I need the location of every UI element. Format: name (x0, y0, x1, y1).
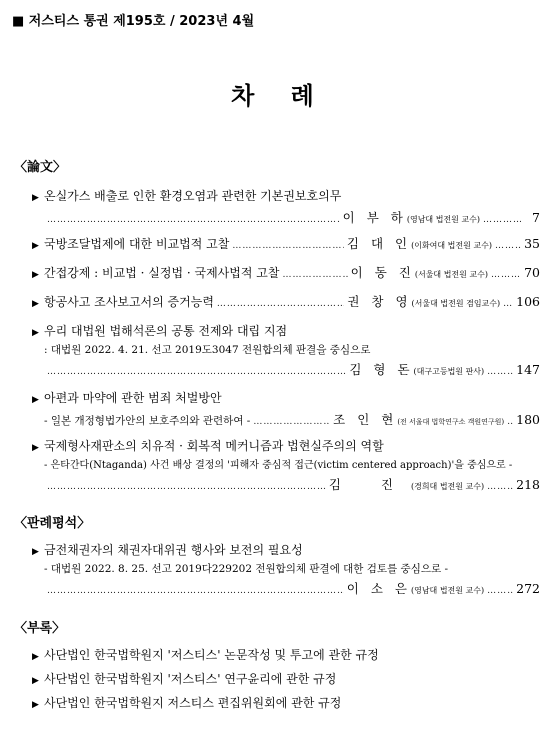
entry-page: 180 (516, 412, 540, 427)
entry-title: 금전채권자의 채권자대위권 행사와 보전의 필요성 (44, 543, 303, 557)
page-title: 차 례 (231, 82, 328, 110)
entry-author: 이 동 진 (350, 265, 415, 280)
entry-author: 권 창 영 (347, 294, 412, 309)
entry-affiliation: (경희대 법전원 교수) (410, 482, 485, 491)
entry-author: 김 진 (328, 477, 411, 492)
entry-author: 이 소 은 (346, 581, 411, 596)
entry-title: 국방조달법제에 대한 비교법적 고찰 (44, 237, 230, 251)
entry-page: 35 (524, 236, 540, 251)
triangle-bullet-icon: ▶ (32, 328, 39, 338)
triangle-bullet-icon: ▶ (32, 241, 39, 251)
toc-entry[interactable] (32, 291, 540, 313)
triangle-bullet-icon: ▶ (32, 270, 39, 280)
toc-entry[interactable] (32, 387, 540, 431)
toc-entry[interactable] (32, 233, 540, 255)
entry-page: 272 (516, 581, 540, 596)
entry-affiliation: (서울대 법전원 겸임교수) (411, 299, 501, 308)
entry-affiliation: (영남대 법전원 교수) (410, 586, 485, 595)
appendix-item[interactable]: ▶ 사단법인 한국법학원지 '저스티스' 연구윤리에 관한 규정 (32, 672, 337, 686)
leader-dots (47, 361, 346, 383)
leader-dots (47, 476, 326, 498)
toc-entry[interactable] (32, 262, 540, 284)
entry-affiliation: (이화여대 법전원 교수) (411, 241, 492, 250)
triangle-bullet-icon: ▶ (32, 700, 39, 710)
entry-affiliation: (서울대 법전원 교수) (414, 270, 488, 279)
toc-entry[interactable] (32, 185, 540, 229)
triangle-bullet-icon: ▶ (32, 193, 39, 203)
entry-page: 218 (516, 477, 540, 492)
triangle-bullet-icon: ▶ (32, 395, 39, 405)
entry-subtitle: - 은타간다(Ntaganda) 사건 배상 결정의 '피해자 중심적 접근(victim centered approach)'을 중심으로 - (44, 460, 513, 471)
entry-author: 김 대 인 (346, 236, 412, 251)
section-label-articles: 〈論文〉 (14, 160, 67, 175)
entry-title: 항공사고 조사보고서의 증거능력 (44, 295, 214, 309)
entry-subtitle: - 대법원 2022. 8. 25. 선고 2019다229202 전원합의체 판결에 대한 검토를 중심으로 - (44, 563, 449, 575)
toc-entry[interactable] (32, 320, 540, 381)
entry-title: 국제형사재판소의 치유적 · 회복적 메커니즘과 법현실주의의 역할 (44, 439, 384, 453)
leader-dots (47, 580, 344, 602)
toc-entry[interactable] (32, 539, 540, 600)
entry-title: 간접강제 : 비교법 · 실정법 · 국제사법적 고찰 (44, 266, 280, 280)
entry-title: 아편과 마약에 관한 범죄 처벌방안 (44, 391, 222, 405)
entry-affiliation: (영남대 법전원 교수) (406, 215, 480, 224)
triangle-bullet-icon: ▶ (32, 676, 39, 686)
triangle-bullet-icon: ▶ (32, 652, 39, 662)
leader-dots (217, 293, 344, 315)
appendix-item[interactable]: ▶ 사단법인 한국법학원지 '저스티스' 논문작성 및 투고에 관한 규정 (32, 648, 379, 662)
entry-page: 70 (524, 265, 540, 280)
entry-subtitle: : 대법원 2022. 4. 21. 선고 2019도3047 전원합의체 판결을 중심으로 (44, 344, 371, 356)
leader-dots (253, 411, 330, 433)
entry-affiliation: (대구고등법원 판사) (413, 367, 485, 376)
leader-dots (47, 209, 340, 231)
triangle-bullet-icon: ▶ (32, 443, 39, 453)
entry-subtitle: - 일본 개정형법가안의 보호주의와 관련하여 - (44, 415, 251, 427)
section-label-appendix: 〈부록〉 (14, 621, 66, 636)
appendix-item[interactable]: ▶ 사단법인 한국법학원지 저스티스 편집위원회에 관한 규정 (32, 696, 342, 710)
journal-header: ■ 저스티스 통권 제195호 / 2023년 4월 (12, 14, 255, 29)
entry-affiliation: (전 서울대 법학연구소 객원연구원) (397, 418, 505, 426)
entry-page: 7 (532, 210, 540, 225)
section-label-case-review: 〈판례평석〉 (14, 516, 91, 531)
entry-title: 온실가스 배출로 인한 환경오염과 관련한 기본권보호의무 (44, 189, 342, 203)
entry-author: 김 형 돈 (349, 362, 414, 377)
triangle-bullet-icon: ▶ (32, 299, 39, 309)
triangle-bullet-icon: ▶ (32, 547, 39, 557)
entry-page: 147 (516, 362, 540, 377)
entry-author: 이 부 하 (342, 210, 407, 225)
leader-dots (282, 264, 347, 286)
entry-page: 106 (516, 294, 540, 309)
entry-author: 조 인 현 (333, 412, 398, 427)
leader-dots (232, 235, 344, 257)
toc-entry[interactable] (32, 435, 540, 496)
entry-title: 우리 대법원 법해석론의 공통 전제와 대립 지점 (44, 324, 288, 338)
